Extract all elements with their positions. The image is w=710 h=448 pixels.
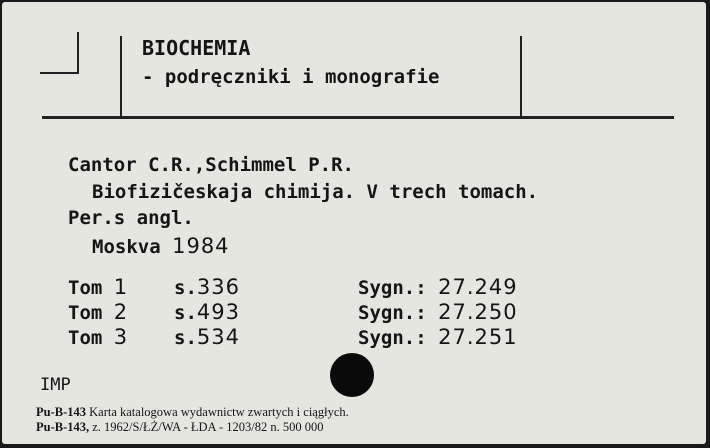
volume-label: Tom 2 bbox=[68, 300, 129, 324]
catalog-card bbox=[2, 2, 706, 444]
volume-pages: s.336 bbox=[174, 275, 240, 299]
volume-sygnatura: Sygn.: 27.251 bbox=[358, 325, 518, 349]
footer-line-1: Pu-B-143 Karta katalogowa wydawnictw zwartych i ciągłych. bbox=[36, 405, 349, 419]
corner-mark-vertical bbox=[77, 32, 79, 74]
entry-title: Biofizičeskaja chimija. V trech tomach. bbox=[92, 181, 539, 203]
entry-translation: Per.s angl. bbox=[68, 207, 194, 229]
entry-place: Moskva bbox=[92, 236, 161, 258]
entry-authors: Cantor C.R.,Schimmel P.R. bbox=[68, 154, 354, 176]
volume-label: Tom 3 bbox=[68, 325, 129, 349]
volume-pages: s.493 bbox=[174, 300, 240, 324]
volume-sygnatura: Sygn.: 27.250 bbox=[358, 300, 518, 324]
subject-subheading: - podręczniki i monografie bbox=[142, 66, 440, 88]
header-divider-right bbox=[520, 36, 522, 118]
entry-year: 1984 bbox=[172, 234, 230, 258]
subject-heading: BIOCHEMIA bbox=[142, 36, 251, 60]
imp-stamp: IMP bbox=[40, 375, 71, 395]
header-rule bbox=[42, 116, 674, 119]
volume-pages: s.534 bbox=[174, 325, 240, 349]
corner-mark-horizontal bbox=[40, 72, 78, 74]
volume-label: Tom 1 bbox=[68, 275, 129, 299]
punch-hole bbox=[330, 353, 374, 397]
volume-sygnatura: Sygn.: 27.249 bbox=[358, 275, 518, 299]
footer-line-2: Pu-B-143, z. 1962/S/ŁŻ/WA - ŁDA - 1203/82 n. 500 000 bbox=[36, 420, 324, 434]
entry-imprint bbox=[92, 234, 230, 258]
header-divider-left bbox=[120, 36, 122, 118]
